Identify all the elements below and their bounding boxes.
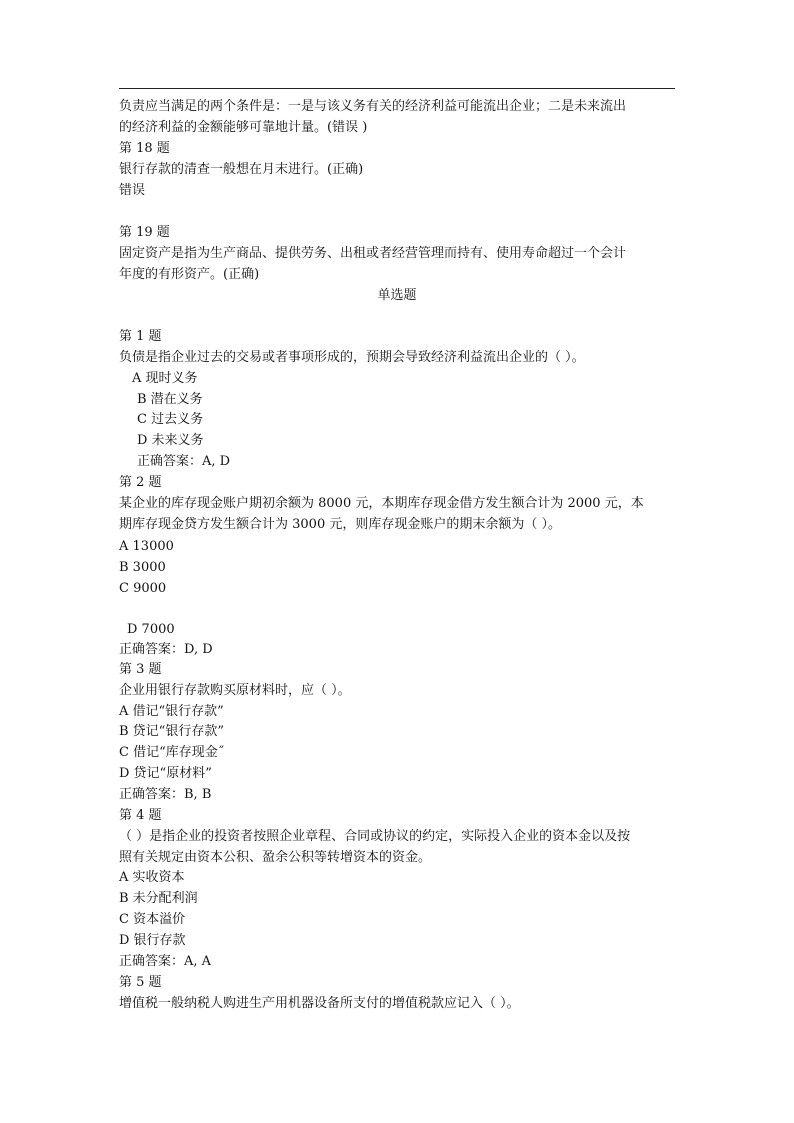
intro-line-1: 负责应当满足的两个条件是：一是与该义务有关的经济利益可能流出企业；二是未来流出 bbox=[119, 99, 627, 114]
s4-option-a: A 实收资本 bbox=[119, 870, 185, 885]
s1-option-a: A 现时义务 bbox=[132, 371, 198, 386]
s5-title: 第 5 题 bbox=[119, 975, 162, 990]
intro-line-2: 的经济利益的金额能够可靠地计量。(错误 ) bbox=[119, 120, 368, 135]
s1-text: 负债是指企业过去的交易或者事项形成的，预期会导致经济利益流出企业的（ ）。 bbox=[119, 350, 585, 365]
s3-option-c: C 借记“库存现金˝ bbox=[119, 745, 225, 760]
s4-option-d: D 银行存款 bbox=[119, 933, 186, 948]
q19-title: 第 19 题 bbox=[119, 225, 170, 240]
q18-text: 银行存款的清查一般想在月末进行。(正确) bbox=[119, 162, 364, 177]
section-title: 单选题 bbox=[377, 288, 417, 303]
s4-option-b: B 未分配利润 bbox=[119, 891, 198, 906]
q18-answer: 错误 bbox=[119, 183, 146, 198]
s4-answer: 正确答案：A, A bbox=[119, 954, 212, 969]
s2-option-d: D 7000 bbox=[127, 622, 175, 637]
s2-answer: 正确答案：D, D bbox=[119, 642, 213, 657]
s2-line-1: 某企业的库存现金账户期初余额为 8000 元，本期库存现金借方发生额合计为 2000 元，本 bbox=[119, 496, 644, 511]
s1-option-d: D 未来义务 bbox=[137, 433, 204, 448]
s4-title: 第 4 题 bbox=[119, 808, 162, 823]
s3-option-a: A 借记“银行存款” bbox=[119, 704, 224, 719]
s1-option-c: C 过去义务 bbox=[137, 412, 204, 427]
s3-option-d: D 贷记“原材料” bbox=[119, 766, 212, 781]
s2-title: 第 2 题 bbox=[119, 475, 162, 490]
s5-text: 增值税一般纳税人购进生产用机器设备所支付的增值税款应记入（ ）。 bbox=[119, 996, 520, 1011]
s2-line-2: 期库存现金贷方发生额合计为 3000 元，则库存现金账户的期末余额为（ ）。 bbox=[119, 517, 561, 532]
q19-line-1: 固定资产是指为生产商品、提供劳务、出租或者经营管理而持有、使用寿命超过一个会计 bbox=[119, 246, 627, 261]
s1-title: 第 1 题 bbox=[119, 329, 162, 344]
s3-option-b: B 贷记“银行存款” bbox=[119, 724, 224, 739]
s4-option-c: C 资本溢价 bbox=[119, 912, 186, 927]
s4-line-2: 照有关规定由资本公积、盈余公积等转增资本的资金。 bbox=[119, 850, 432, 865]
s2-option-a: A 13000 bbox=[119, 539, 174, 554]
s2-option-c: C 9000 bbox=[119, 581, 167, 596]
q19-line-2: 年度的有形资产。(正确) bbox=[119, 267, 260, 282]
s1-option-b: B 潜在义务 bbox=[137, 392, 203, 407]
s2-option-b: B 3000 bbox=[119, 560, 166, 575]
s1-answer: 正确答案：A, D bbox=[137, 454, 231, 469]
s4-line-1: （ ）是指企业的投资者按照企业章程、合同或协议的约定，实际投入企业的资本金以及按 bbox=[119, 829, 631, 844]
q18-title: 第 18 题 bbox=[119, 141, 170, 156]
s3-text: 企业用银行存款购买原材料时，应（ ）。 bbox=[119, 683, 351, 698]
s3-title: 第 3 题 bbox=[119, 662, 162, 677]
s3-answer: 正确答案：B, B bbox=[119, 787, 212, 802]
header-rule bbox=[119, 88, 675, 89]
